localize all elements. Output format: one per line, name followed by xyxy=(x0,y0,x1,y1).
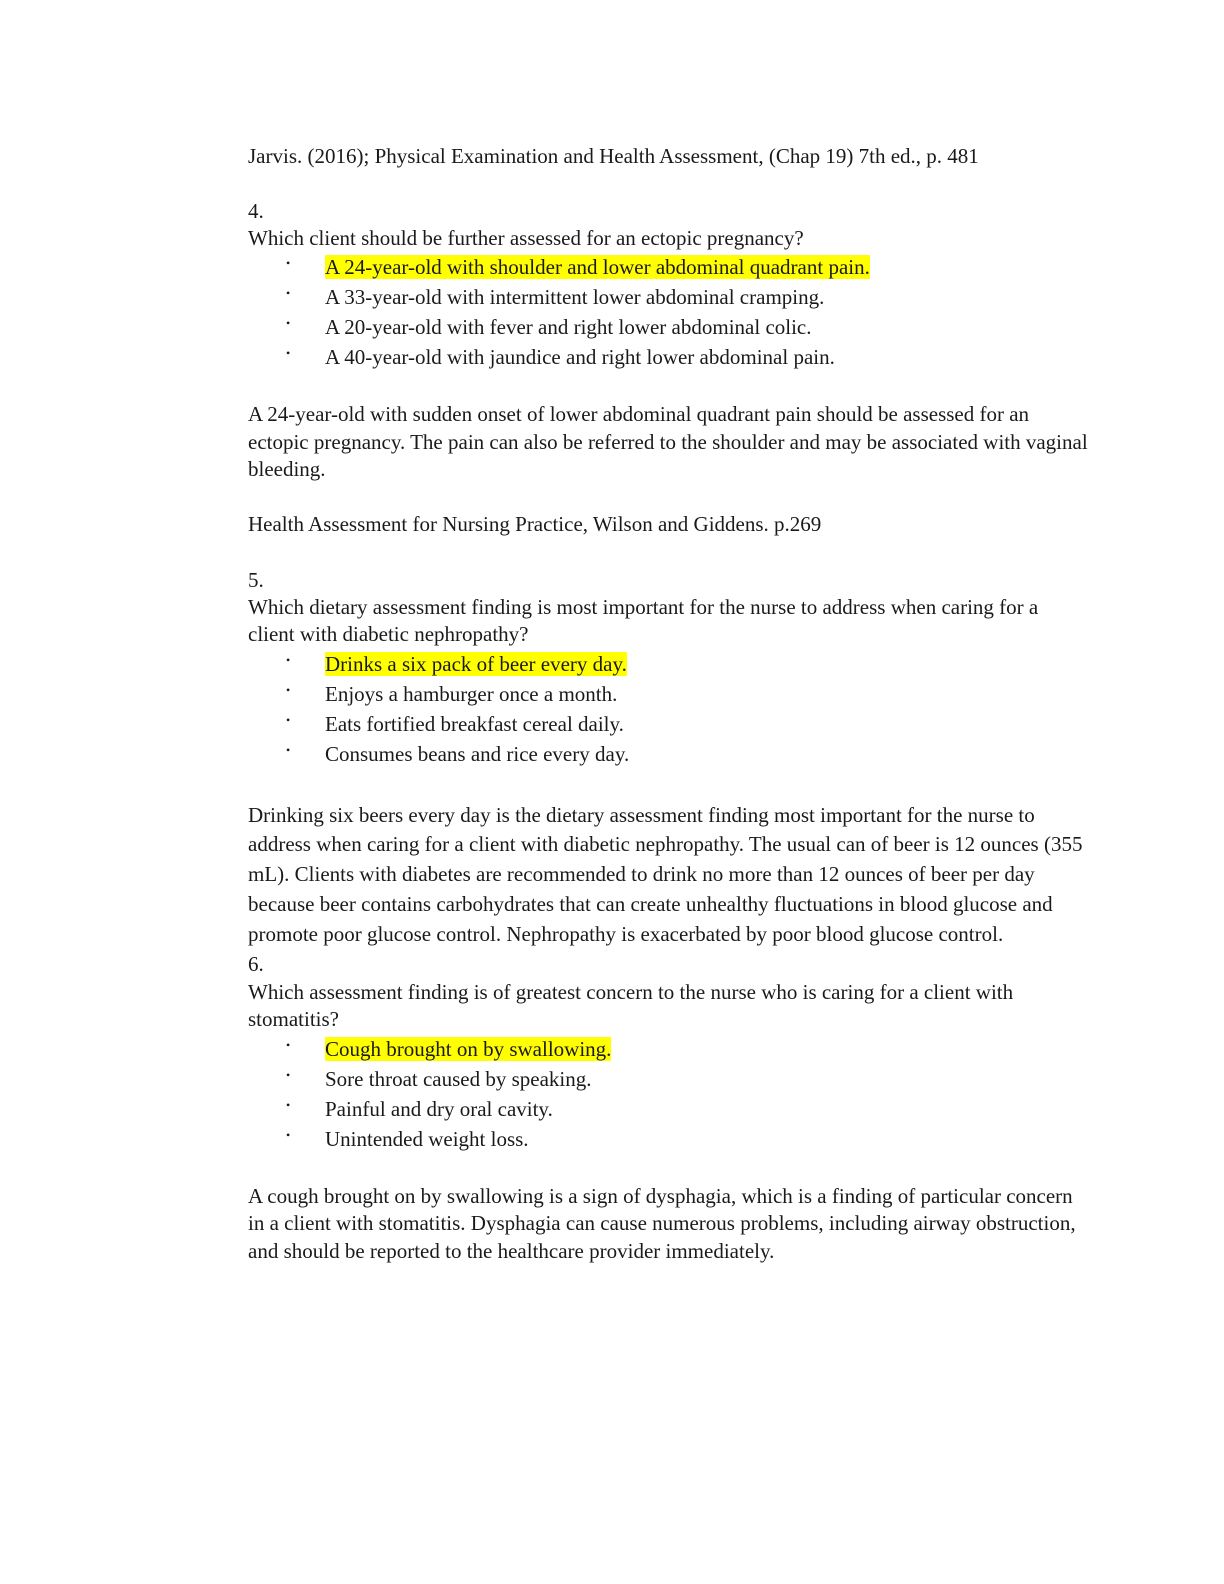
question-number: 6. xyxy=(248,951,264,976)
question-number: 5. xyxy=(248,567,264,592)
bullet-icon: • xyxy=(286,316,291,330)
answer-option xyxy=(248,1064,1088,1094)
answer-option xyxy=(248,342,1088,372)
answer-option-correct xyxy=(248,1034,1088,1064)
highlighted-answer: A 24-year-old with shoulder and lower abdominal quadrant pain. xyxy=(325,255,870,279)
answer-text: Unintended weight loss. xyxy=(325,1126,529,1151)
bullet-icon: • xyxy=(286,346,291,360)
answer-text: A 40-year-old with jaundice and right lower abdominal pain. xyxy=(325,345,835,369)
spacer xyxy=(248,769,1088,801)
spacer xyxy=(248,171,1088,197)
answer-text: Enjoys a hamburger once a month. xyxy=(325,681,618,706)
spacer xyxy=(248,1154,1088,1183)
bullet-icon: • xyxy=(286,1097,291,1112)
bullet-icon: • xyxy=(286,682,291,697)
citation-jarvis: Jarvis. (2016); Physical Examination and Health Assessment, (Chap 19) 7th ed., p. 481 xyxy=(248,144,979,168)
bullet-icon: • xyxy=(286,1037,291,1052)
explanation xyxy=(248,801,1088,950)
answer-options xyxy=(248,649,1088,769)
answer-text: A 20-year-old with fever and right lower abdominal colic. xyxy=(325,315,812,339)
explanation-text: Drinking six beers every day is the dietary assessment finding most important for the nurse to address when caring for a client with diabetic nephropathy. The usual can of beer is 12 ounces (355 mL). Clients with diabetes are recommended to drink no more than 12 ounces of beer per day because beer contains carbohydrates that can create unhealthy fluctuations in blood glucose and promote poor glucose control. Nephropathy is exacerbated by poor blood glucose control. xyxy=(248,802,1083,946)
highlighted-answer: Cough brought on by swallowing. xyxy=(325,1036,612,1061)
answer-option xyxy=(248,1094,1088,1124)
explanation xyxy=(248,1183,1088,1266)
bullet-icon: • xyxy=(286,286,291,300)
bullet-icon: • xyxy=(286,256,291,270)
answer-option xyxy=(248,312,1088,342)
answer-options xyxy=(248,1034,1088,1154)
bullet-icon: • xyxy=(286,712,291,727)
answer-text: Consumes beans and rice every day. xyxy=(325,741,630,766)
question-block-5 xyxy=(248,566,1088,950)
document-page xyxy=(248,143,1088,1266)
spacer xyxy=(248,372,1088,401)
answer-option-correct xyxy=(248,252,1088,282)
answer-text: A 33-year-old with intermittent lower abdominal cramping. xyxy=(325,285,825,309)
bullet-icon: • xyxy=(286,742,291,757)
question-text: Which client should be further assessed for an ectopic pregnancy? xyxy=(248,225,804,250)
question-block-6 xyxy=(248,950,1088,1266)
answer-option xyxy=(248,739,1088,769)
bullet-icon: • xyxy=(286,1067,291,1082)
question-text: Which dietary assessment finding is most important for the nurse to address when caring for a client with diabetic nephropathy? xyxy=(248,594,1039,647)
explanation xyxy=(248,401,1088,484)
answer-options xyxy=(248,252,1088,372)
spacer xyxy=(248,539,1088,566)
question-block-4 xyxy=(248,197,1088,539)
bullet-icon: • xyxy=(286,652,291,667)
bullet-icon: • xyxy=(286,1127,291,1142)
highlighted-answer: Drinks a six pack of beer every day. xyxy=(325,651,627,676)
question-number: 4. xyxy=(248,198,264,223)
explanation-text: A cough brought on by swallowing is a sign of dysphagia, which is a finding of particular concern in a client with stomatitis. Dysphagia can cause numerous problems, including airway obstruction, and should be reported to the healthcare provider immediately. xyxy=(248,1183,1076,1263)
answer-option xyxy=(248,709,1088,739)
answer-option xyxy=(248,1124,1088,1154)
question-text: Which assessment finding is of greatest concern to the nurse who is caring for a client with stomatitis? xyxy=(248,979,1014,1032)
answer-option xyxy=(248,679,1088,709)
explanation-text: A 24-year-old with sudden onset of lower abdominal quadrant pain should be assessed for an ectopic pregnancy. The pain can also be referred to the shoulder and may be associated with vaginal bleeding. xyxy=(248,402,1088,482)
spacer xyxy=(248,484,1088,511)
answer-text: Painful and dry oral cavity. xyxy=(325,1096,553,1121)
answer-text: Sore throat caused by speaking. xyxy=(325,1066,592,1091)
answer-option xyxy=(248,282,1088,312)
source-citation: Health Assessment for Nursing Practice, Wilson and Giddens. p.269 xyxy=(248,512,822,537)
answer-text: Eats fortified breakfast cereal daily. xyxy=(325,711,624,736)
answer-option-correct xyxy=(248,649,1088,679)
